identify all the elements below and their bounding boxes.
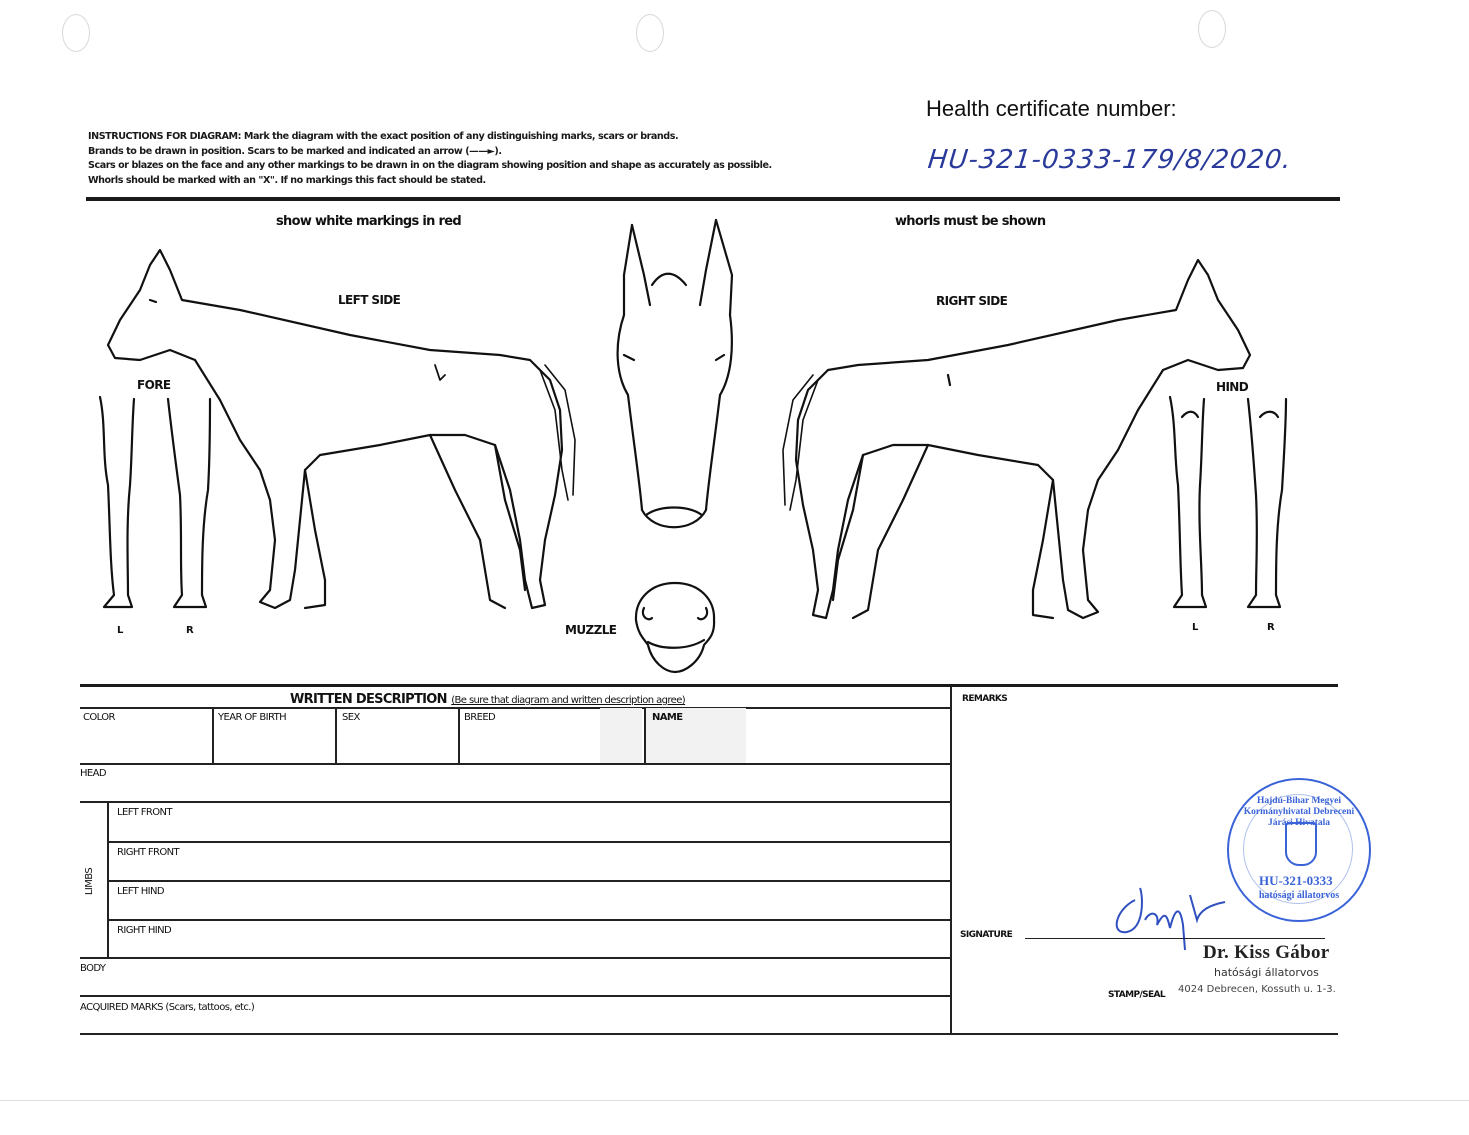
sex-field[interactable]: SEX [342,712,360,723]
left-caption: show white markings in red [276,214,461,229]
stamp-top-text: Hajdú-Bihar Megyei Kormányhivatal Debreceni Járási Hivatala [1243,796,1355,828]
right-caption: whorls must be shown [895,214,1046,229]
health-certificate-number: HU-321-0333-179/8/2020. [926,145,1294,175]
punch-hole [636,14,664,52]
instruction-line: Scars or blazes on the face and any other markings to be drawn in on the diagram showing position and shape as accurately as possible. [88,160,772,171]
acquired-marks-field[interactable]: ACQUIRED MARKS (Scars, tattoos, etc.) [80,1002,255,1013]
limbs-label: LIMBS [84,867,96,896]
written-description-heading: WRITTEN DESCRIPTION [290,692,447,707]
head-field[interactable]: HEAD [80,768,106,779]
row-line [107,841,950,843]
health-certificate-label: Health certificate number: [926,96,1177,121]
signature-label: SIGNATURE [960,930,1013,940]
stamp-bottom-text: hatósági állatorvos [1258,890,1340,901]
description-divider [80,684,1338,687]
vet-title: hatósági állatorvos [1214,966,1319,979]
row-line [107,880,950,882]
right-front-field[interactable]: RIGHT FRONT [117,847,180,858]
row-line [107,919,950,921]
row-line [80,995,950,997]
vet-address: 4024 Debrecen, Kossuth u. 1-3. [1178,984,1336,995]
hind-label: HIND [1216,380,1249,394]
right-side-label: RIGHT SIDE [936,294,1008,308]
remarks-divider [950,686,952,1034]
left-side-label: LEFT SIDE [338,293,401,307]
coat-of-arms-icon [1285,822,1317,866]
year-of-birth-field[interactable]: YEAR OF BIRTH [218,712,287,723]
row-line [80,801,950,803]
instruction-line: INSTRUCTIONS FOR DIAGRAM: Mark the diagram with the exact position of any distinguishing marks, scars or brands. [88,131,679,142]
stamp-seal-label: STAMP/SEAL [1108,990,1166,1000]
vet-name: Dr. Kiss Gábor [1203,942,1330,963]
signature-line[interactable] [1025,938,1325,939]
breed-field[interactable]: BREED [464,712,496,723]
stamp-number: HU-321-0333 [1259,873,1333,888]
row-line [80,957,950,959]
muzzle-icon [630,580,720,675]
hind-left-label: L [1192,622,1198,633]
fore-label: FORE [137,378,171,392]
row-line [80,707,950,709]
column-divider [458,707,460,763]
written-description-title [290,690,685,708]
row-line [80,1033,1338,1035]
horse-head-front-icon [604,215,744,545]
fore-legs-icon [98,395,218,615]
column-divider [212,707,214,763]
instruction-line: Whorls should be marked with an "X". If no markings this fact should be stated. [88,174,486,186]
row-line [80,763,950,765]
column-divider [335,707,337,763]
body-field[interactable]: BODY [80,963,106,974]
top-divider [86,197,1340,201]
muzzle-label: MUZZLE [565,623,617,637]
left-front-field[interactable]: LEFT FRONT [117,807,172,818]
redacted-area [600,708,642,764]
instruction-line: Brands to be drawn in position. Scars to be marked and indicated an arrow (——►). [88,145,502,157]
page-bottom-edge [0,1100,1469,1101]
official-stamp [1227,778,1371,922]
remarks-label: REMARKS [962,694,1008,704]
color-field[interactable]: COLOR [83,712,115,723]
written-description-subtitle: (Be sure that diagram and written description agree) [451,695,686,706]
diagram-instructions [88,130,772,188]
name-field[interactable]: NAME [652,712,683,723]
left-hind-field[interactable]: LEFT HIND [117,886,165,897]
hind-right-label: R [1267,622,1275,633]
punch-hole [1198,10,1226,48]
hind-legs-icon [1168,395,1293,615]
punch-hole [62,14,90,52]
fore-left-label: L [117,625,123,636]
right-hind-field[interactable]: RIGHT HIND [117,925,172,936]
fore-right-label: R [186,625,194,636]
